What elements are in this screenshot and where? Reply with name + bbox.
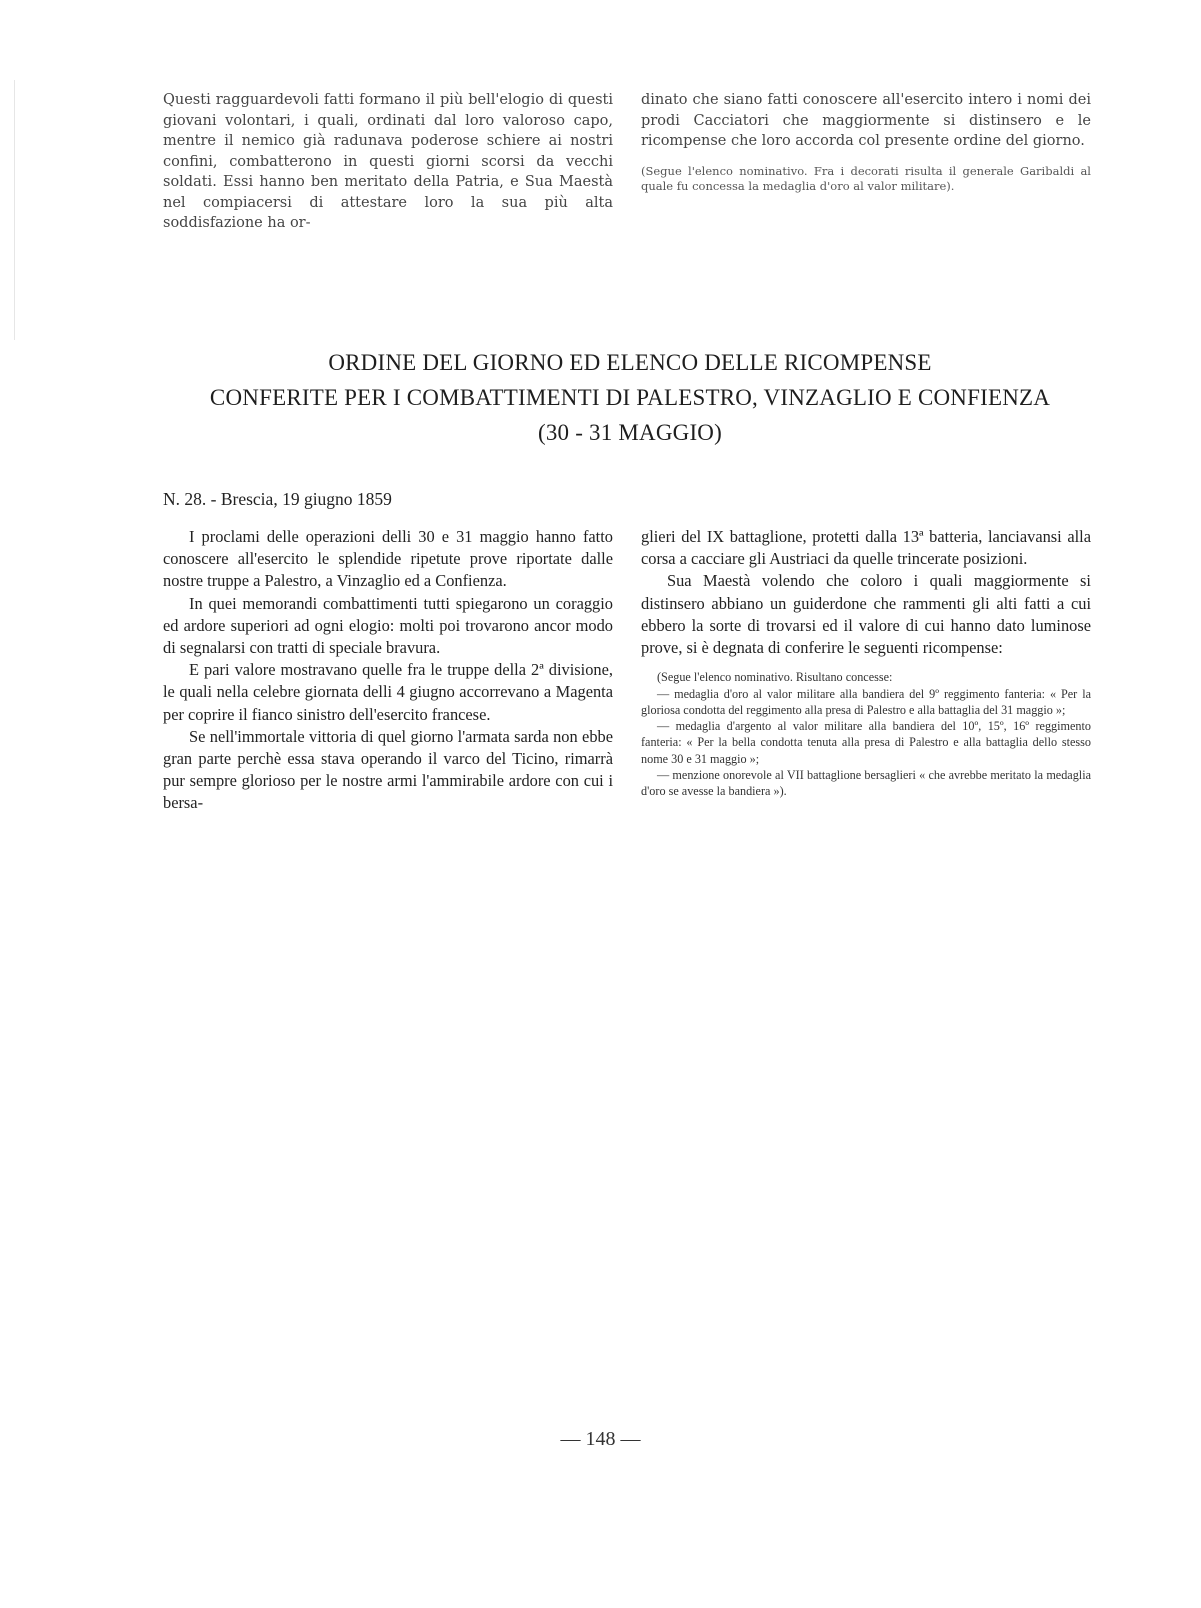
body-left-column <box>163 526 613 815</box>
body-right-column <box>641 526 1091 800</box>
top-left-column <box>163 90 613 234</box>
top-left-paragraph: Questi ragguardevoli fatti formano il più bell'elogio di questi giovani volontari, i quali, ordinati dal loro valoroso capo, mentre il nemico già radunava poderose schiere ai nostri confini, combatterono in questi giorni scorsi da vecchi soldati. Essi hanno ben meritato della Patria, e Sua Maestà nel compiacersi di attestare loro la sua più alta soddisfazione ha or- <box>163 92 613 231</box>
note-line: — medaglia d'oro al valor militare alla bandiera del 9º reggimento fanteria: « Per la gloriosa condotta del reggimento alla presa di Palestro e alla battaglia del 31 maggio »; <box>641 686 1091 717</box>
body-paragraph: E pari valore mostravano quelle fra le truppe della 2ª divisione, le quali nella celebre giornata delli 4 giugno accorrevano a Magenta per coprire il fianco sinistro dell'esercito francese. <box>163 660 613 724</box>
note-line: — menzione onorevole al VII battaglione bersaglieri « che avrebbe meritato la medaglia d'oro se avesse la bandiera »). <box>641 768 1091 799</box>
top-right-column <box>641 90 1091 195</box>
top-right-note: (Segue l'elenco nominativo. Fra i decorati risulta il generale Garibaldi al quale fu concessa la medaglia d'oro al valor militare). <box>641 163 1091 193</box>
scan-edge-mark <box>14 80 15 340</box>
section-heading <box>160 345 1100 450</box>
page-number: — 148 — <box>560 1428 641 1450</box>
heading-line-3: (30 - 31 MAGGIO) <box>538 420 722 445</box>
body-paragraph: In quei memorandi combattimenti tutti spiegarono un coraggio ed ardore superiori ad ogni elogio: molti poi trovarono ancor modo di segnalarsi con tratti di speciale bravura. <box>163 593 613 658</box>
body-paragraph: glieri del IX battaglione, protetti dalla 13ª batteria, lanciavansi alla corsa a cacciare gli Austriaci da quelle trincerate posizioni. <box>641 527 1091 569</box>
heading-line-1: ORDINE DEL GIORNO ED ELENCO DELLE RICOMPENSE <box>328 350 932 375</box>
body-paragraph: Se nell'immortale vittoria di quel giorno l'armata sarda non ebbe gran parte perchè essa stava operando il varco del Ticino, rimarrà pur sempre glorioso per le nostre armi l'ammirabile ardore con cui i bersa- <box>163 726 613 813</box>
dateline: N. 28. - Brescia, 19 giugno 1859 <box>163 489 392 509</box>
body-paragraph: Sua Maestà volendo che coloro i quali maggiormente si distinsero abbiano un guiderdone che rammenti gli alti fatti a cui ebbero la sorte di trovarsi ed il valore di cui hanno dato luminose prove, si è degnata di conferire le seguenti ricompense: <box>641 571 1091 658</box>
heading-line-2: CONFERITE PER I COMBATTIMENTI DI PALESTRO, VINZAGLIO E CONFIENZA <box>209 385 1051 410</box>
body-paragraph: I proclami delle operazioni delli 30 e 31 maggio hanno fatto conoscere all'esercito le splendide ripetute prove riportate dalle nostre truppe a Palestro, a Vinzaglio ed a Confienza. <box>163 527 613 591</box>
note-line: — medaglia d'argento al valor militare alla bandiera del 10º, 15º, 16º reggimento fanteria: « Per la bella condotta tenuta alla presa di Palestro e alla battaglia dello stesso nome 30 e 31 maggio »; <box>641 719 1091 766</box>
top-right-paragraph: dinato che siano fatti conoscere all'esercito intero i nomi dei prodi Cacciatori che maggiormente si distinsero e le ricompense che loro accorda col presente ordine del giorno. <box>641 92 1091 149</box>
note-line: (Segue l'elenco nominativo. Risultano concesse: <box>657 670 893 685</box>
editorial-notes <box>641 669 1091 799</box>
